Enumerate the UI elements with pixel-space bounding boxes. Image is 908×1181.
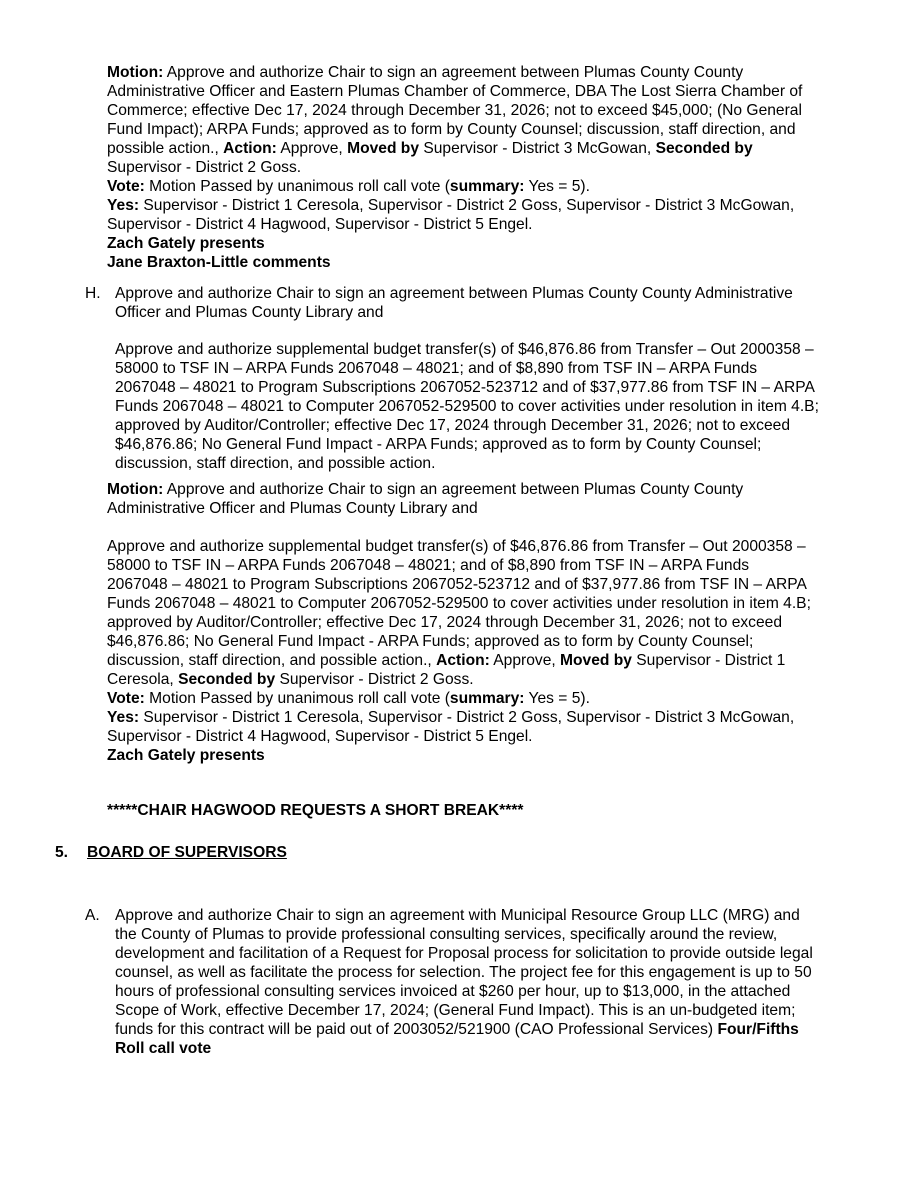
- vote-text: Motion Passed by unanimous roll call vote (: [144, 178, 450, 195]
- item-g-motion-block: [107, 63, 867, 272]
- commenter: Jane Braxton-Little comments: [107, 254, 331, 271]
- action-label: Action:: [223, 140, 277, 157]
- section-number: 5.: [55, 844, 69, 861]
- action-label: Action:: [436, 652, 490, 669]
- summary-label: summary:: [449, 178, 525, 195]
- moved-by-label: Moved by: [347, 140, 419, 157]
- moved-by-text: Supervisor - District 3 McGowan,: [419, 140, 656, 157]
- presenter: Zach Gately presents: [107, 747, 265, 764]
- item-a-body: [115, 906, 875, 1058]
- motion-line: $46,876.86; No General Fund Impact - ARPA Funds; approved as to form by County Counsel;: [107, 633, 754, 650]
- motion-line: 2067048 – 48021 to Program Subscriptions 2067052-523712 and of $37,977.86 from TSF IN – ARPA: [107, 576, 807, 593]
- yes-text: Supervisor - District 4 Hagwood, Supervisor - District 5 Engel.: [107, 216, 533, 233]
- action-text: Approve,: [489, 652, 561, 669]
- motion-text: Administrative Officer and Plumas County Library and: [107, 500, 478, 517]
- item-h-title-line: Approve and authorize Chair to sign an agreement between Plumas County County Administrative: [115, 285, 793, 302]
- item-h-title-line: Officer and Plumas County Library and: [115, 304, 384, 321]
- item-a-line: Approve and authorize Chair to sign an agreement with Municipal Resource Group LLC (MRG) and: [115, 907, 800, 924]
- motion-text: Commerce; effective Dec 17, 2024 through December 31, 2026; not to exceed $45,000; (No General: [107, 102, 802, 119]
- description-line: 2067048 – 48021 to Program Subscriptions 2067052-523712 and of $37,977.86 from TSF IN – ARPA: [115, 379, 815, 396]
- description-line: approved by Auditor/Controller; effective Dec 17, 2024 through December 31, 2026; not to exceed: [115, 417, 791, 434]
- action-text: Approve,: [276, 140, 348, 157]
- moved-by-label: Moved by: [560, 652, 632, 669]
- summary-label: summary:: [449, 690, 525, 707]
- item-a-line: Scope of Work, effective December 17, 2024; (General Fund Impact). This is an un-budgeted item;: [115, 1002, 796, 1019]
- item-h-title: [115, 284, 875, 322]
- description-line: $46,876.86; No General Fund Impact - ARPA Funds; approved as to form by County Counsel;: [115, 436, 762, 453]
- description-line: 58000 to TSF IN – ARPA Funds 2067048 – 48021; and of $8,890 from TSF IN – ARPA Funds: [115, 360, 758, 377]
- item-a-line: hours of professional consulting services invoiced at $260 per hour, up to $13,000, in the attached: [115, 983, 791, 1000]
- motion-line: Funds 2067048 – 48021 to Computer 2067052-529500 to cover activities under resolution in item 4.B;: [107, 595, 811, 612]
- roll-call-label: Roll call vote: [115, 1040, 212, 1057]
- yes-text: Supervisor - District 1 Ceresola, Supervisor - District 2 Goss, Supervisor - District 3 McGowan,: [139, 197, 795, 214]
- motion-line: approved by Auditor/Controller; effective Dec 17, 2024 through December 31, 2026; not to exceed: [107, 614, 783, 631]
- motion-text: discussion, staff direction, and possible action.,: [107, 652, 437, 669]
- item-h-letter: H.: [85, 285, 101, 302]
- motion-text: Approve and authorize Chair to sign an agreement between Plumas County County: [163, 481, 744, 498]
- item-a-line: development and facilitation of a Request for Proposal process for solicitation to provide outside legal: [115, 945, 813, 962]
- item-a-line: funds for this contract will be paid out of 2003052/521900 (CAO Professional Services): [115, 1021, 718, 1038]
- yes-label: Yes:: [107, 709, 140, 726]
- motion-line: 58000 to TSF IN – ARPA Funds 2067048 – 48021; and of $8,890 from TSF IN – ARPA Funds: [107, 557, 750, 574]
- item-a-letter: A.: [85, 907, 100, 924]
- item-h-motion-description: [107, 537, 867, 765]
- yes-text: Supervisor - District 1 Ceresola, Supervisor - District 2 Goss, Supervisor - District 3 McGowan,: [139, 709, 795, 726]
- yes-label: Yes:: [107, 197, 140, 214]
- item-a-line: counsel, as well as facilitate the process for selection. The project fee for this engagement is up to 50: [115, 964, 812, 981]
- four-fifths-label: Four/Fifths: [717, 1021, 799, 1038]
- vote-label: Vote:: [107, 178, 145, 195]
- seconded-by-label: Seconded by: [655, 140, 753, 157]
- section-title: BOARD OF SUPERVISORS: [87, 844, 287, 861]
- motion-text: Administrative Officer and Eastern Plumas Chamber of Commerce, DBA The Lost Sierra Chamber of: [107, 83, 803, 100]
- item-h-motion-block: [107, 480, 867, 518]
- motion-text: Fund Impact); ARPA Funds; approved as to form by County Counsel; discussion, staff direction, and: [107, 121, 796, 138]
- break-note: *****CHAIR HAGWOOD REQUESTS A SHORT BREAK****: [107, 802, 524, 819]
- motion-text: Approve and authorize Chair to sign an agreement between Plumas County County: [163, 64, 744, 81]
- description-line: Funds 2067048 – 48021 to Computer 2067052-529500 to cover activities under resolution in item 4.B;: [115, 398, 819, 415]
- item-h-description: [115, 340, 875, 473]
- moved-by-text: Supervisor - District 1: [631, 652, 786, 669]
- item-a-line: the County of Plumas to provide professional consulting services, specifically around the review,: [115, 926, 778, 943]
- motion-text: possible action.,: [107, 140, 224, 157]
- description-line: discussion, staff direction, and possible action.: [115, 455, 436, 472]
- motion-label: Motion:: [107, 481, 164, 498]
- vote-text: Yes = 5).: [524, 178, 590, 195]
- seconded-by-text: Supervisor - District 2 Goss.: [107, 159, 302, 176]
- seconded-by-text: Supervisor - District 2 Goss.: [275, 671, 474, 688]
- vote-text: Yes = 5).: [524, 690, 590, 707]
- seconded-by-label: Seconded by: [178, 671, 276, 688]
- yes-text: Supervisor - District 4 Hagwood, Supervisor - District 5 Engel.: [107, 728, 533, 745]
- presenter: Zach Gately presents: [107, 235, 265, 252]
- motion-label: Motion:: [107, 64, 164, 81]
- vote-text: Motion Passed by unanimous roll call vote (: [144, 690, 450, 707]
- moved-by-text: Ceresola,: [107, 671, 179, 688]
- vote-label: Vote:: [107, 690, 145, 707]
- motion-line: Approve and authorize supplemental budget transfer(s) of $46,876.86 from Transfer – Out 2000358 –: [107, 538, 806, 555]
- description-line: Approve and authorize supplemental budget transfer(s) of $46,876.86 from Transfer – Out 2000358 –: [115, 341, 814, 358]
